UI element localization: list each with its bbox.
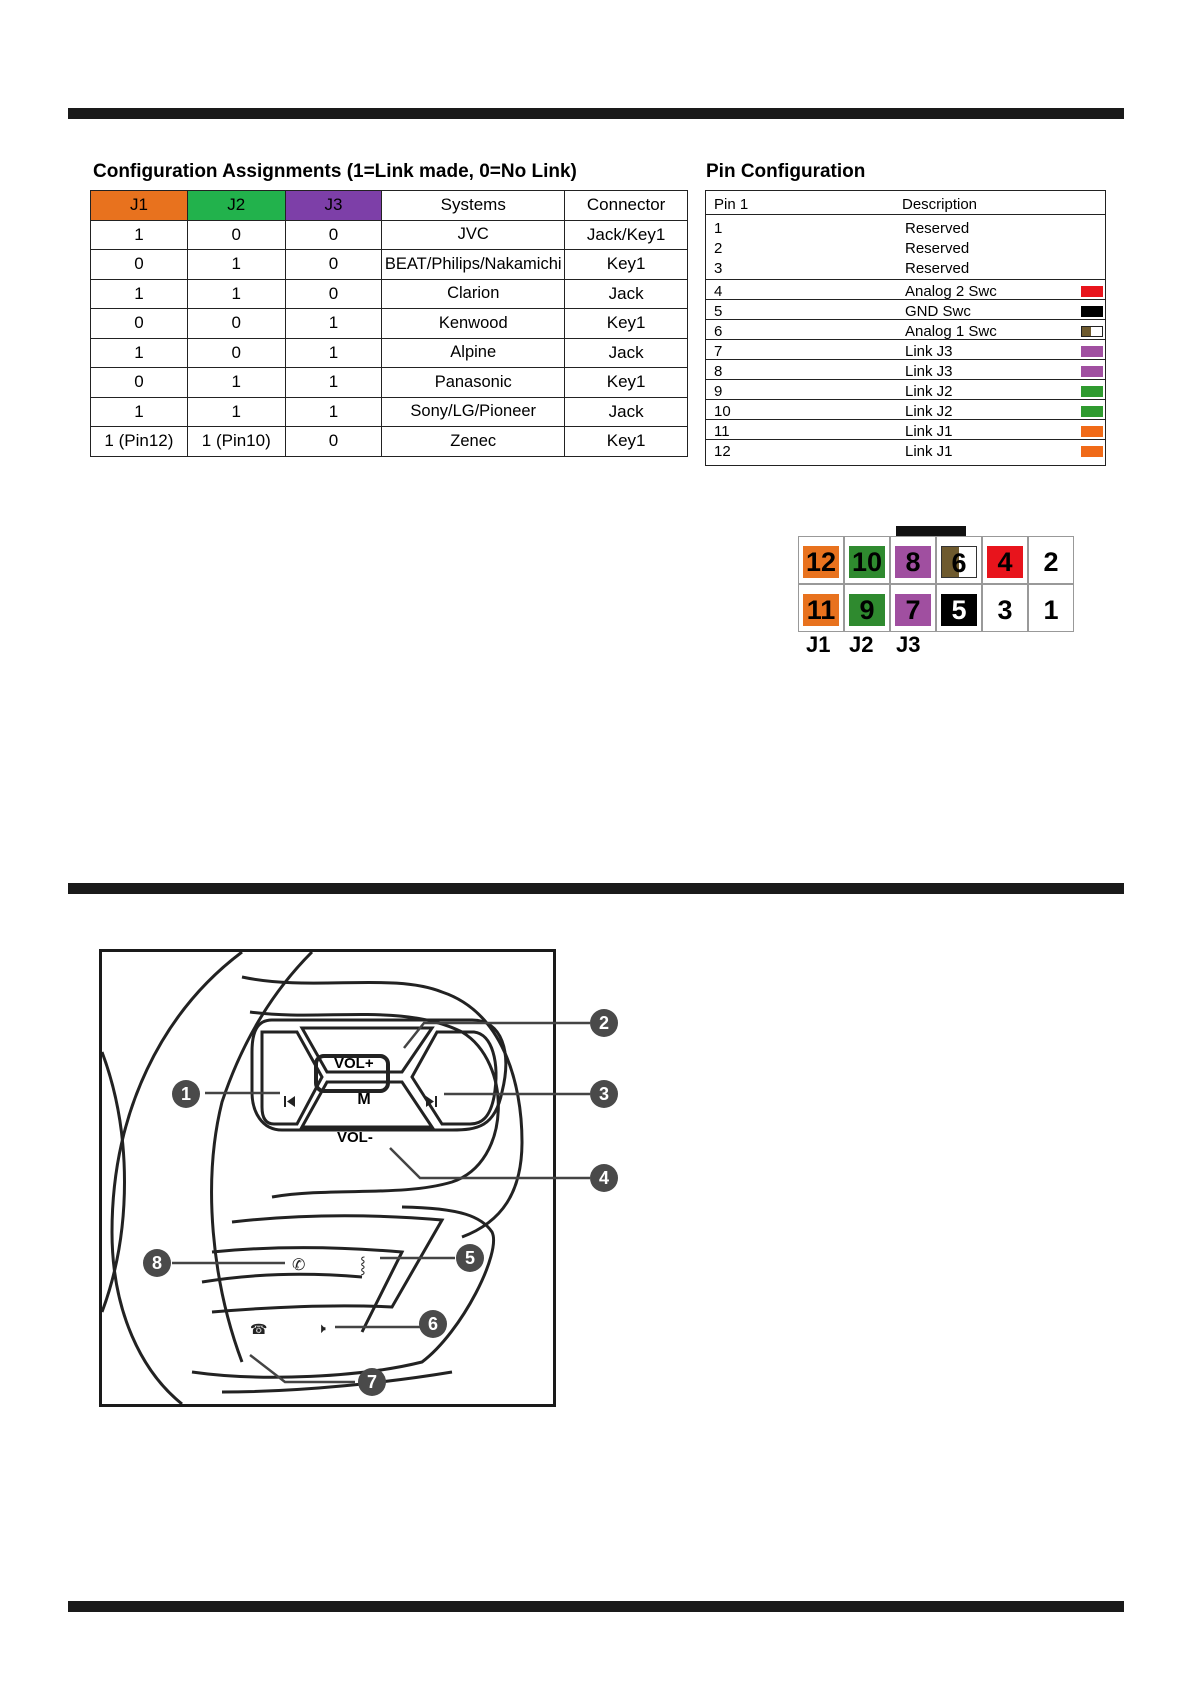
pin-number: 12	[714, 443, 731, 460]
j3-cell: 0	[285, 220, 382, 250]
phone-hangup-icon: ☎	[250, 1321, 268, 1337]
pin-number: 2	[714, 240, 723, 257]
svg-text:3: 3	[598, 1084, 610, 1104]
connector-pin-number: 1	[1043, 595, 1059, 625]
pin-number: 11	[714, 423, 730, 440]
system-cell: Sony/LG/Pioneer	[382, 397, 565, 427]
j2-cell: 1	[187, 250, 285, 280]
pin-number: 4	[714, 283, 723, 300]
j3-cell: 1	[285, 338, 382, 368]
callout-3	[590, 1080, 618, 1108]
pin-number: 10	[714, 403, 731, 420]
j3-label: J3	[896, 632, 921, 657]
callout-7	[358, 1368, 386, 1396]
j2-cell: 1	[187, 368, 285, 398]
header-systems: Systems	[382, 191, 565, 221]
desc-col-header: Description	[902, 196, 978, 213]
j2-cell: 1 (Pin10)	[187, 427, 285, 457]
pin-description: GND Swc	[905, 303, 971, 320]
connector-cell: Jack	[565, 279, 688, 309]
pin-number: 6	[714, 323, 723, 340]
pin-description: Link J3	[905, 343, 953, 360]
pin-description: Analog 1 Swc	[905, 323, 997, 340]
pin-number: 7	[714, 343, 723, 360]
j2-cell: 0	[187, 220, 285, 250]
callout-4	[590, 1164, 618, 1192]
header-connector: Connector	[565, 191, 688, 221]
system-cell: Zenec	[382, 427, 565, 457]
vol-plus-label: VOL+	[334, 1055, 374, 1072]
connector-pin-number: 3	[997, 595, 1013, 625]
pin-col-header: Pin 1	[714, 196, 749, 213]
config-title: Configuration Assignments (1=Link made, 0=No Link)	[93, 161, 577, 182]
j2-label: J2	[849, 632, 874, 657]
vol-minus-label: VOL-	[337, 1129, 373, 1146]
svg-text:6: 6	[427, 1314, 439, 1334]
connector-pin-number: 8	[895, 546, 931, 578]
connector-cell: Key1	[565, 427, 688, 457]
j2-cell: 0	[187, 309, 285, 339]
connector-pin-number: 4	[987, 546, 1023, 578]
connector-cell: Key1	[565, 368, 688, 398]
system-cell: Kenwood	[382, 309, 565, 339]
connector-pin-number: 11	[803, 594, 839, 626]
pin-description: Reserved	[905, 240, 970, 257]
j3-cell: 0	[285, 250, 382, 280]
mode-label: M	[357, 1091, 371, 1108]
connector-pin-number: 12	[803, 546, 839, 578]
connector-pin-number: 6	[941, 546, 977, 578]
connector-pin-number: 7	[895, 594, 931, 626]
j1-cell: 1 (Pin12)	[91, 427, 188, 457]
system-cell: JVC	[382, 220, 565, 250]
header-j3: J3	[285, 191, 382, 221]
j2-cell: 1	[187, 397, 285, 427]
pin-title: Pin Configuration	[706, 161, 866, 182]
pin-description: Link J2	[905, 403, 953, 420]
j1-cell: 1	[91, 338, 188, 368]
pin-description: Link J2	[905, 383, 953, 400]
j1-cell: 1	[91, 220, 188, 250]
j1-cell: 1	[91, 397, 188, 427]
connector-cell: Key1	[565, 250, 688, 280]
header-j2: J2	[187, 191, 285, 221]
callout-6	[419, 1310, 447, 1338]
system-cell: Panasonic	[382, 368, 565, 398]
pin-number: 9	[714, 383, 723, 400]
svg-text:2: 2	[598, 1013, 610, 1033]
j1-cell: 0	[91, 368, 188, 398]
pin-description: Analog 2 Swc	[905, 283, 997, 300]
system-cell: Clarion	[382, 279, 565, 309]
pin-description: Reserved	[905, 260, 970, 277]
pin-number: 3	[714, 260, 723, 277]
j3-cell: 0	[285, 427, 382, 457]
pin-number: 5	[714, 303, 723, 320]
connector-pin-number: 5	[941, 594, 977, 626]
callout-5	[456, 1244, 484, 1272]
svg-text:4: 4	[598, 1168, 610, 1188]
connector-cell: Jack/Key1	[565, 220, 688, 250]
svg-text:7: 7	[366, 1372, 378, 1392]
pin-description: Reserved	[905, 220, 970, 237]
j2-cell: 0	[187, 338, 285, 368]
j1-cell: 0	[91, 309, 188, 339]
phone-answer-icon: ✆	[292, 1257, 306, 1274]
j1-label: J1	[806, 632, 831, 657]
j1-cell: 1	[91, 279, 188, 309]
connector-pin-number: 9	[849, 594, 885, 626]
connector-cell: Jack	[565, 397, 688, 427]
mute-icon: 🕨	[317, 1320, 326, 1336]
pin-description: Link J3	[905, 363, 953, 380]
system-cell: Alpine	[382, 338, 565, 368]
callout-1	[172, 1080, 200, 1108]
connector-cell: Key1	[565, 309, 688, 339]
j3-cell: 0	[285, 279, 382, 309]
j2-cell: 1	[187, 279, 285, 309]
j3-cell: 1	[285, 397, 382, 427]
pin-description: Link J1	[905, 443, 953, 460]
voice-icon: ⸾	[360, 1257, 366, 1274]
j1-cell: 0	[91, 250, 188, 280]
pin-number: 8	[714, 363, 723, 380]
j3-cell: 1	[285, 368, 382, 398]
connector-pin-number: 2	[1043, 547, 1059, 577]
callout-8	[143, 1249, 171, 1277]
svg-text:5: 5	[464, 1248, 476, 1268]
callout-2	[590, 1009, 618, 1037]
connector-pin-number: 10	[849, 546, 885, 578]
svg-text:1: 1	[180, 1084, 192, 1104]
j3-cell: 1	[285, 309, 382, 339]
pin-description: Link J1	[905, 423, 953, 440]
header-j1: J1	[91, 191, 188, 221]
system-cell: BEAT/Philips/Nakamichi	[382, 250, 565, 280]
svg-text:8: 8	[151, 1253, 163, 1273]
connector-cell: Jack	[565, 338, 688, 368]
pin-number: 1	[714, 220, 723, 237]
